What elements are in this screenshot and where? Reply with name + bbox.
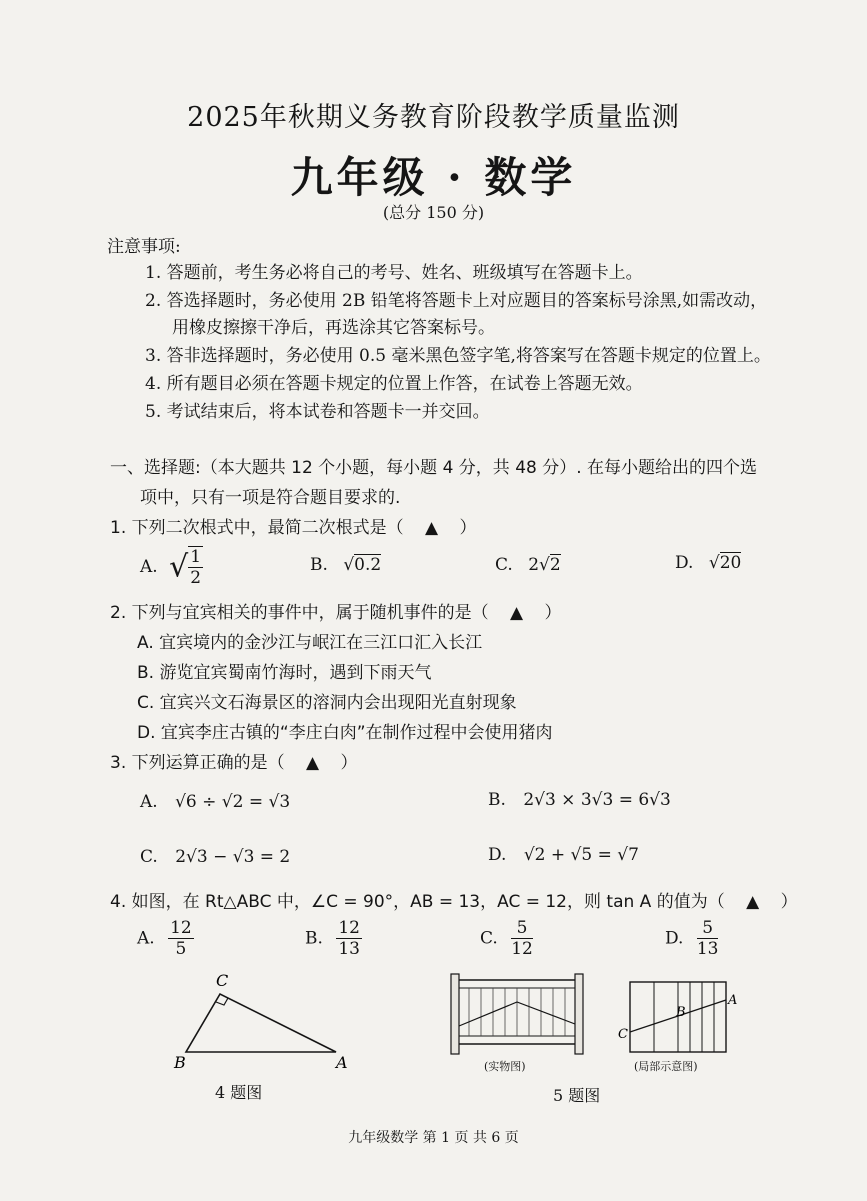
radicand: 20 (719, 553, 742, 573)
q1-option-c: C. 2√2 (495, 555, 561, 575)
answer-mark: ▲ (306, 753, 320, 773)
option-label: D. (488, 845, 507, 865)
question-2 (110, 598, 562, 623)
fraction-numerator: 5 (511, 918, 533, 939)
question-close: ） (780, 892, 798, 912)
fraction-numerator: 5 (697, 918, 719, 939)
option-label: D. (665, 928, 684, 949)
sqrt-fraction: √ $\frac{1}{2}$ (169, 547, 202, 588)
answer-mark: ▲ (510, 603, 524, 623)
option-label: C. (140, 847, 158, 867)
fraction-numerator: 12 (338, 918, 360, 938)
q4-option-b (305, 918, 362, 959)
schematic-label-c: C (618, 1027, 628, 1042)
math-expression: √2 + √5 = √7 (523, 845, 639, 865)
radicand: 2 (549, 555, 561, 575)
note-item: 3. 答非选择题时，务必使用 0.5 毫米黑色签字笔,将答案写在答题卡规定的位置上。 (145, 346, 771, 366)
fraction-denominator: 2 (190, 568, 202, 588)
q2-option-b: B. 游览宜宾蜀南竹海时，遇到下雨天气 (137, 663, 432, 683)
schematic-label-a: A (728, 993, 738, 1008)
post-left (451, 974, 459, 1054)
q4-option-c (480, 918, 533, 959)
figure-5-schematic-label: (局部示意图) (634, 1060, 698, 1073)
q3-option-d (488, 845, 639, 865)
option-label: C. (495, 555, 513, 575)
note-item: 用橡皮擦擦干净后，再选涂其它答案标号。 (172, 318, 495, 338)
question-close: ） (459, 518, 477, 538)
vertex-label-a: A (336, 1053, 348, 1072)
exam-subject: 九年级 · 数学 (290, 153, 577, 202)
question-stem: 4. 如图，在 Rt△ABC 中，∠C = 90°，AB = 13，AC = 12，则 tan A 的值为（ (110, 892, 725, 912)
option-label: A. (137, 928, 155, 949)
note-item: 1. 答题前，考生务必将自己的考号、姓名、班级填写在答题卡上。 (145, 263, 643, 283)
vertex-label-b: B (174, 1053, 186, 1072)
vertex-label-c: C (216, 971, 229, 990)
question-close: ） (544, 603, 562, 623)
q2-option-d: D. 宜宾李庄古镇的“李庄白肉”在制作过程中会使用猪肉 (137, 723, 553, 743)
fraction-denominator: 13 (696, 939, 719, 959)
option-label: A. (140, 557, 158, 577)
figure-4-triangle (160, 968, 360, 1078)
option-label: B. (488, 790, 506, 810)
q4-option-a (137, 918, 194, 959)
answer-mark: ▲ (746, 892, 760, 912)
option-label: C. (480, 928, 498, 949)
fraction-denominator: 5 (175, 939, 187, 959)
question-stem: 3. 下列运算正确的是（ (110, 753, 285, 773)
option-label: B. (310, 555, 328, 575)
coefficient: 2 (528, 555, 540, 575)
question-stem: 2. 下列与宜宾相关的事件中，属于随机事件的是（ (110, 603, 489, 623)
math-expression: √6 ÷ √2 = √3 (175, 792, 291, 812)
q3-option-c (140, 847, 290, 867)
q3-option-b (488, 790, 671, 810)
exam-title: 2025年秋期义务教育阶段教学质量监测 (187, 102, 680, 133)
q2-option-c: C. 宜宾兴文石海景区的溶洞内会出现阳光直射现象 (137, 693, 517, 713)
section-heading-cont: 项中，只有一项是符合题目要求的. (140, 488, 401, 508)
fraction-numerator: 12 (170, 918, 192, 938)
q2-option-a: A. 宜宾境内的金沙江与岷江在三江口汇入长江 (137, 633, 483, 653)
figure-5-schematic (612, 976, 742, 1058)
figure-5-caption: 5 题图 (553, 1086, 601, 1105)
total-score: (总分 150 分) (382, 203, 485, 222)
answer-mark: ▲ (425, 518, 439, 538)
figure-5-photo (445, 966, 590, 1056)
q4-option-d (665, 918, 718, 959)
note-item: 4. 所有题目必须在答题卡规定的位置上作答，在试卷上答题无效。 (145, 374, 643, 394)
question-1 (110, 513, 477, 538)
question-3 (110, 748, 358, 773)
math-expression: 2√3 × 3√3 = 6√3 (523, 790, 671, 810)
note-item: 5. 考试结束后，将本试卷和答题卡一并交回。 (145, 402, 490, 422)
fraction-denominator: 13 (338, 939, 360, 959)
q1-option-a (140, 546, 203, 588)
q1-option-d: D. √20 (675, 553, 742, 573)
fraction-numerator: 1 (190, 547, 202, 567)
q3-option-a (140, 792, 290, 812)
option-label: D. (675, 553, 694, 573)
option-label: B. (305, 928, 323, 949)
math-expression: 2√3 − √3 = 2 (175, 847, 291, 867)
section-heading: 一、选择题:（本大题共 12 个小题，每小题 4 分，共 48 分）. 在每小题给出的四个选 (110, 458, 758, 478)
triangle-shape (186, 994, 336, 1052)
q1-option-b: B. √0.2 (310, 555, 382, 575)
schematic-label-b: B (676, 1005, 686, 1020)
radicand: 0.2 (354, 555, 382, 575)
notes-title: 注意事项: (107, 237, 181, 257)
figure-4-caption: 4 题图 (215, 1083, 263, 1102)
question-stem: 1. 下列二次根式中，最简二次根式是（ (110, 518, 404, 538)
note-item: 2. 答选择题时，务必使用 2B 铅笔将答题卡上对应题目的答案标号涂黑,如需改动， (145, 291, 768, 311)
fraction-denominator: 12 (511, 939, 533, 959)
question-4 (110, 887, 798, 912)
figure-5-photo-label: (实物图) (484, 1060, 526, 1073)
option-label: A. (140, 792, 158, 812)
post-right (575, 974, 583, 1054)
question-close: ） (340, 753, 358, 773)
page-footer: 九年级数学 第 1 页 共 6 页 (348, 1130, 519, 1146)
